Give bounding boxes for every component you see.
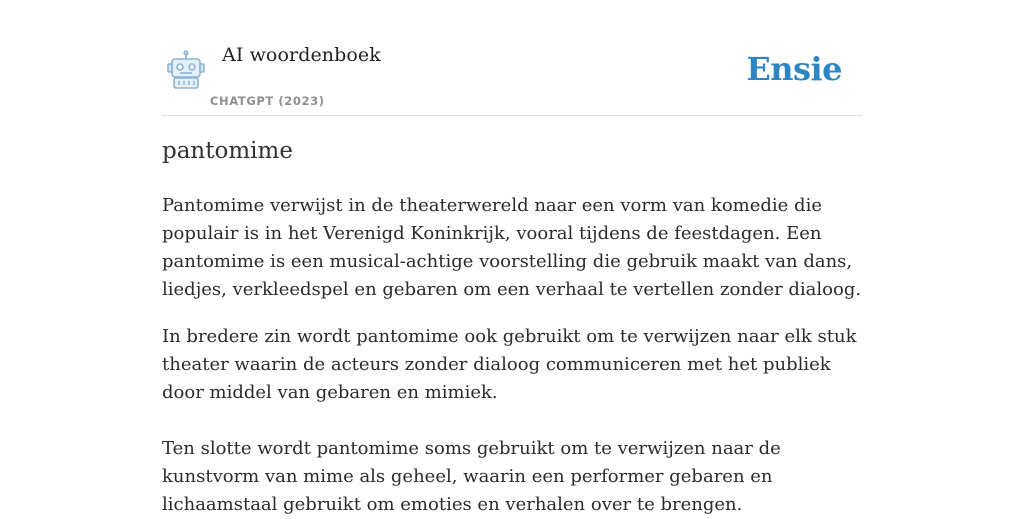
robot-icon xyxy=(164,50,208,90)
brand-logo[interactable]: Ensie xyxy=(746,50,842,88)
entry-header xyxy=(162,0,862,116)
entry-term: pantomime xyxy=(162,138,293,164)
source-title[interactable]: AI woordenboek xyxy=(222,44,381,66)
definition-paragraph: In bredere zin wordt pantomime ook gebruikt om te verwijzen naar elk stuk theater waarin de acteurs zonder dialoog communiceren met het publiek door middel van gebaren en mimiek. xyxy=(162,326,857,403)
definition-paragraph: Pantomime verwijst in de theaterwereld naar een vorm van komedie die populair is in het Verenigd Koninkrijk, vooral tijdens de feestdagen. Een pantomime is een musical-achtige voorstelling die gebruik maakt van dans, liedjes, verkleedspel en gebaren om een verhaal te vertellen zonder dialoog. xyxy=(162,195,862,300)
definition-paragraph: Ten slotte wordt pantomime soms gebruikt om te verwijzen naar de kunstvorm van mime als geheel, waarin een performer gebaren en lichaamstaal gebruikt om emoties en verhalen over te brengen. xyxy=(162,438,781,515)
source-subtitle: CHATGPT (2023) xyxy=(210,94,325,108)
entry-page xyxy=(162,0,862,515)
